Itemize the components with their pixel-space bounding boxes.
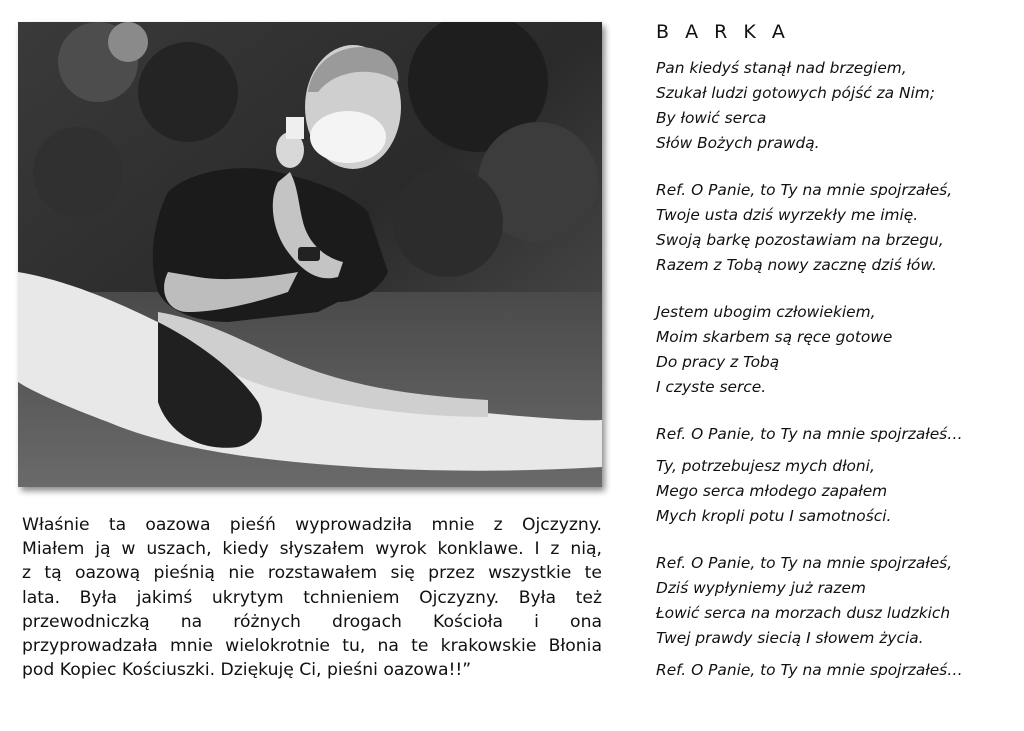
quote-line: przewodniczką na różnych drogach Kościoła i ona — [22, 611, 602, 632]
lyric-line: Dziś wypłyniemy już razem — [656, 579, 866, 597]
lyric-line: Twej prawdy siecią I słowem życia. — [656, 629, 924, 647]
lyric-line: Twoje usta dziś wyrzekły me imię. — [656, 206, 919, 224]
quote-line: Miałem ją w uszach, kiedy słyszałem wyrok konklawe. I z nią, — [22, 539, 602, 560]
lyric-line: Moim skarbem są ręce gotowe — [656, 328, 893, 346]
lyric-line: Swoją barkę pozostawiam na brzegu, — [656, 231, 944, 249]
stanza-4 — [656, 551, 1016, 651]
stanza-2 — [656, 300, 1016, 400]
lyric-line: Ref. O Panie, to Ty na mnie spojrzałeś… — [656, 661, 963, 679]
lyric-line: Razem z Tobą nowy zacznę dziś łów. — [656, 256, 937, 274]
lyric-line: By łowić serca — [656, 109, 767, 127]
quote-line: z tą oazową pieśnią nie rozstawałem się przez wszystkie te — [22, 563, 602, 584]
lyric-line: Ty, potrzebujesz mych dłoni, — [656, 457, 875, 475]
lyric-line: Łowić serca na morzach dusz ludzkich — [656, 604, 951, 622]
lyric-line: I czyste serce. — [656, 378, 767, 396]
refrain-short — [656, 422, 1016, 447]
lyric-line: Szukał ludzi gotowych pójść za Nim; — [656, 84, 935, 102]
lyric-line: Ref. O Panie, to Ty na mnie spojrzałeś… — [656, 425, 963, 443]
lyric-line: Mych kropli potu I samotności. — [656, 507, 892, 525]
lyric-line: Słów Bożych prawdą. — [656, 134, 820, 152]
photo-illustration — [18, 22, 602, 487]
refrain — [656, 178, 1016, 278]
quote-paragraph — [22, 513, 602, 682]
quote-line: pod Kopiec Kościuszki. Dziękuję Ci, pieśni oazowa!!” — [22, 660, 472, 681]
quote-line: lata. Była jakimś ukrytym tchnieniem Ojczyzny. Była też — [22, 587, 602, 608]
lyric-line: Do pracy z Tobą — [656, 353, 780, 371]
lyric-line: Pan kiedyś stanął nad brzegiem, — [656, 59, 907, 77]
song-lyrics — [656, 20, 1016, 683]
lyric-line: Ref. O Panie, to Ty na mnie spojrzałeś, — [656, 181, 953, 199]
song-title: B A R K A — [656, 21, 790, 43]
stanza-3 — [656, 454, 1016, 529]
stanza-1 — [656, 56, 1016, 156]
quote-line: Właśnie ta oazowa pieśń wyprowadziła mnie z Ojczyzny. — [22, 515, 602, 535]
refrain-short — [656, 658, 1016, 683]
lyric-line: Jestem ubogim człowiekiem, — [656, 303, 876, 321]
lyric-line: Ref. O Panie, to Ty na mnie spojrzałeś, — [656, 554, 953, 572]
photograph — [18, 22, 602, 487]
quote-line: przyprowadzała mnie wielokrotnie tu, na te krakowskie Błonia — [22, 636, 602, 657]
lyric-line: Mego serca młodego zapałem — [656, 482, 888, 500]
